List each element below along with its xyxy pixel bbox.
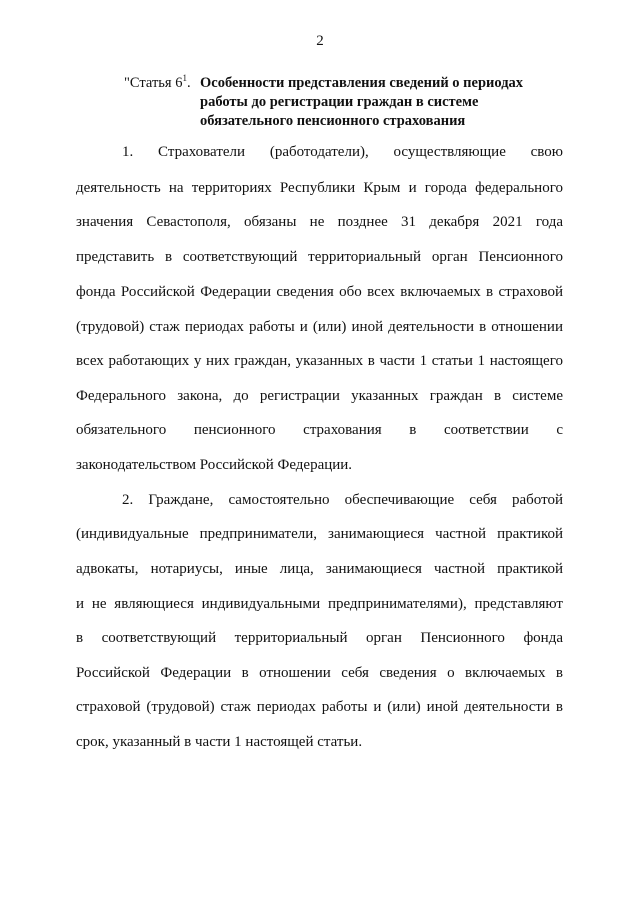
paragraph-line: 2. Граждане, самостоятельно обеспечивающие себя работой [122, 492, 563, 508]
paragraph-line: страховой (трудовой) стаж периодах работы и (или) иной деятельности в [76, 699, 563, 715]
article-title-line: обязательного пенсионного страхования [200, 113, 466, 129]
article-title [200, 74, 560, 131]
paragraph-line: (трудовой) стаж периодах работы и (или) иной деятельности в отношении [76, 319, 563, 335]
paragraph-line: Российской Федерации в отношении себя сведения о включаемых в [76, 665, 563, 681]
paragraph-line: срок, указанный в части 1 настоящей статьи. [76, 734, 363, 750]
article-label-text: "Статья 6 [124, 75, 183, 91]
page-number: 2 [316, 33, 324, 49]
paragraph-line: значения Севастополя, обязаны не позднее 31 декабря 2021 года [76, 214, 563, 230]
paragraph-line: (индивидуальные предприниматели, занимающиеся частной практикой [76, 526, 563, 542]
article-title-line: работы до регистрации граждан в системе [200, 94, 479, 110]
article-label [124, 74, 191, 93]
paragraph-line: деятельность на территориях Республики Крым и города федерального [76, 180, 563, 196]
paragraph-line: законодательством Российской Федерации. [76, 457, 353, 473]
paragraph-line: адвокаты, нотариусы, иные лица, занимающиеся частной практикой [76, 561, 563, 577]
paragraph-line: обязательного пенсионного страхования в соответствии с [76, 422, 563, 438]
paragraph-line: и не являющиеся индивидуальными предпринимателями), представляют [76, 596, 563, 612]
paragraph-line: представить в соответствующий территориальный орган Пенсионного [76, 249, 563, 265]
paragraph-line: 1. Страхователи (работодатели), осуществляющие свою [122, 144, 563, 160]
article-label-superscript: 1 [182, 73, 187, 83]
article-title-line: Особенности представления сведений о периодах [200, 75, 524, 91]
paragraph-line: в соответствующий территориальный орган Пенсионного фонда [76, 630, 563, 646]
paragraph-line: всех работающих у них граждан, указанных в части 1 статьи 1 настоящего [76, 353, 563, 369]
paragraph-line: Федерального закона, до регистрации указанных граждан в системе [76, 388, 563, 404]
article-label-tail: . [186, 75, 191, 91]
paragraph-line: фонда Российской Федерации сведения обо всех включаемых в страховой [76, 284, 563, 300]
